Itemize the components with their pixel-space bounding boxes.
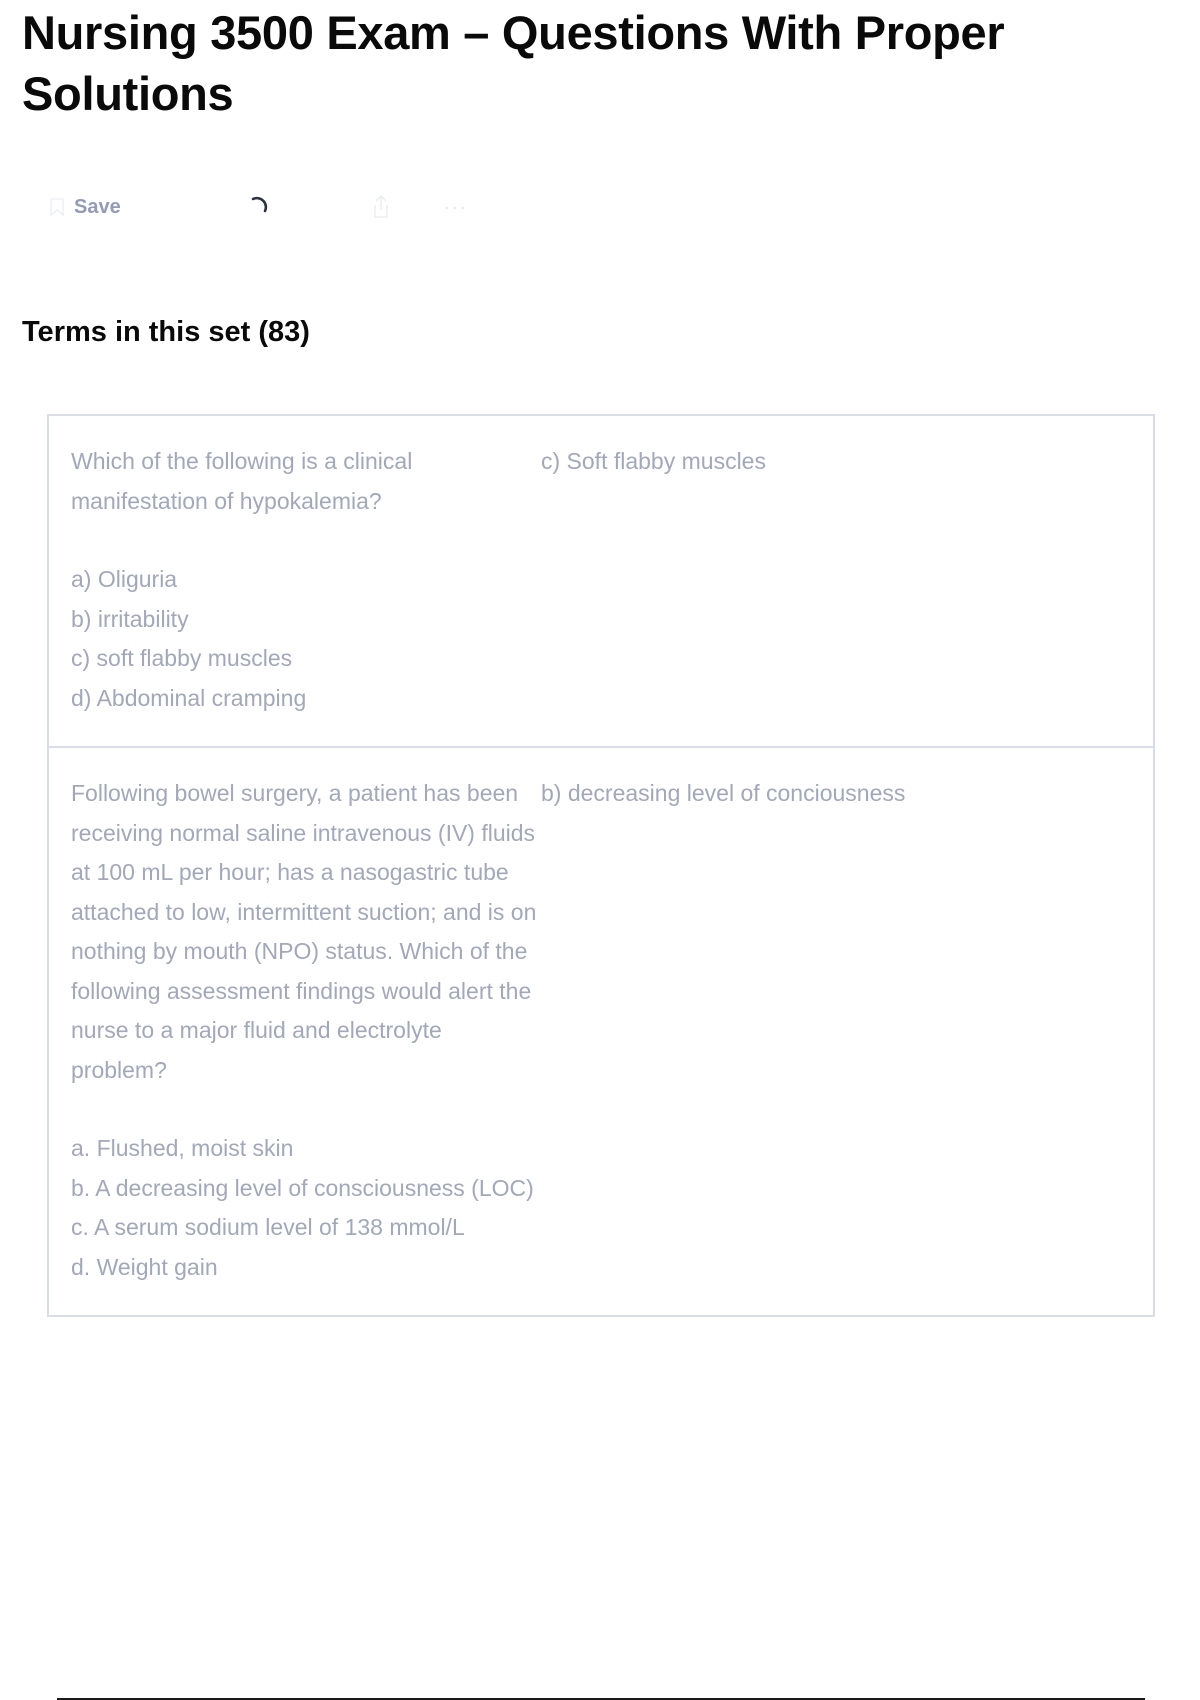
save-button[interactable] — [50, 190, 121, 224]
term-card — [49, 416, 1153, 748]
share-icon — [364, 190, 398, 224]
option-list — [71, 560, 541, 718]
set-toolbar — [50, 190, 530, 224]
option-item: b. A decreasing level of consciousness (LOC) — [71, 1174, 534, 1201]
question-text: Following bowel surgery, a patient has been receiving normal saline intravenous (IV) fluids at 100 mL per hour; has a nasogastric tube attached to low, intermittent suction; and is on nothing by mouth (NPO) status. Which of the following assessment findings would alert the nurse to a major fluid and electrolyte problem? — [71, 780, 537, 1083]
share-button[interactable] — [364, 190, 398, 224]
more-dots-icon: ··· — [444, 196, 468, 217]
more-options-button[interactable] — [436, 190, 476, 224]
option-item: c. A serum sodium level of 138 mmol/L — [71, 1214, 465, 1240]
question-text: Which of the following is a clinical manifestation of hypokalemia? — [71, 448, 413, 514]
option-item: d. Weight gain — [71, 1253, 218, 1280]
option-list — [71, 1129, 541, 1287]
term-question — [71, 774, 541, 1287]
option-item: a) Oliguria — [71, 566, 178, 592]
terms-count-heading: Terms in this set (83) — [22, 316, 310, 348]
term-answer: c) Soft flabby muscles — [541, 448, 766, 474]
save-label: Save — [74, 195, 121, 218]
option-item: b) irritability — [71, 605, 189, 632]
spinner-icon — [244, 192, 274, 222]
option-item: c) soft flabby muscles — [71, 645, 293, 671]
term-question — [71, 442, 541, 718]
term-card — [49, 748, 1153, 1315]
option-item: a. Flushed, moist skin — [71, 1135, 294, 1161]
bookmark-icon — [50, 198, 64, 216]
terms-list — [47, 414, 1155, 1317]
term-answer: b) decreasing level of conciousness — [541, 780, 906, 806]
option-item: d) Abdominal cramping — [71, 684, 307, 711]
page-title: Nursing 3500 Exam – Questions With Proper Solutions — [22, 6, 1005, 120]
